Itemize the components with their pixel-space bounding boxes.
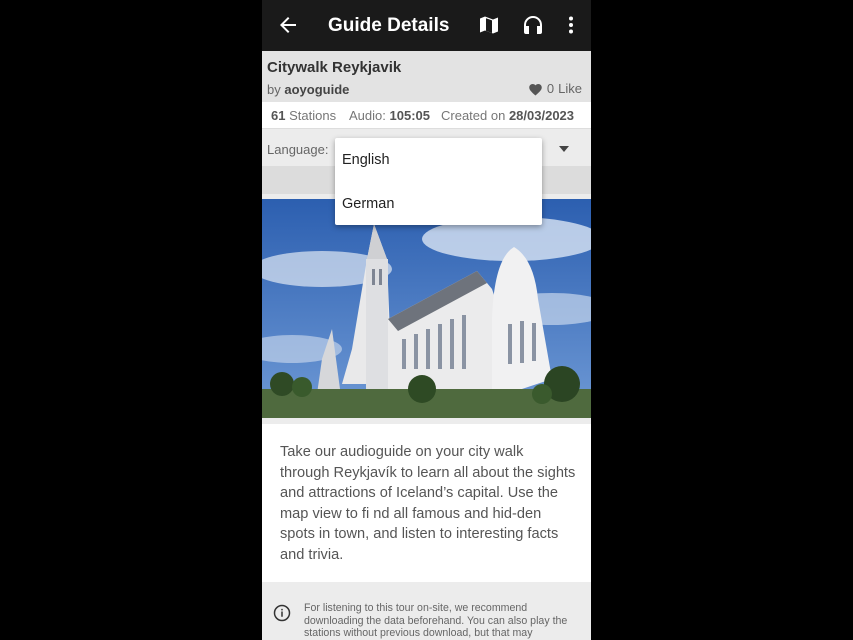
like-count: 0 (546, 81, 555, 96)
note-text: For listening to this tour on-site, we recommend downloading the data beforehand. You can also play the stations without previous download, but that may (304, 602, 568, 640)
guide-header (262, 51, 591, 102)
guide-author: by aoyoguide (267, 82, 350, 97)
map-icon[interactable] (477, 13, 501, 37)
created-info: Created on 28/03/2023 (441, 108, 575, 123)
description-text: Take our audioguide on your city walk through Reykjavík to learn all about the sights and attractions of Iceland’s capital. Use the map view to fi nd all famous and hid-den spots in town, and listen to interesting facts and trivia. (280, 444, 576, 563)
download-note (262, 588, 591, 640)
dropdown-arrow-icon[interactable] (559, 146, 569, 152)
page-title: Guide Details (328, 15, 450, 36)
author-name[interactable]: aoyoguide (284, 82, 350, 97)
heart-icon (528, 82, 543, 96)
guide-title: Citywalk Reykjavik (267, 59, 402, 76)
guide-meta (262, 102, 591, 129)
language-option-english[interactable]: English (342, 152, 390, 168)
phone-screen (262, 0, 591, 640)
guide-photo (262, 199, 591, 418)
more-vert-icon[interactable] (559, 13, 583, 37)
language-option-german[interactable]: German (342, 196, 395, 212)
headphones-icon[interactable] (521, 13, 545, 37)
language-label: Language: (267, 142, 329, 157)
audio-info: Audio: 105:05 (349, 108, 430, 123)
stations-info: 61 Stations (271, 108, 337, 123)
like-button[interactable] (528, 81, 582, 96)
like-label: Like (558, 81, 582, 96)
language-dropdown-menu (335, 138, 542, 225)
info-icon (273, 604, 291, 622)
guide-description (262, 424, 591, 582)
app-bar (262, 0, 591, 51)
back-arrow-icon[interactable] (276, 13, 300, 37)
